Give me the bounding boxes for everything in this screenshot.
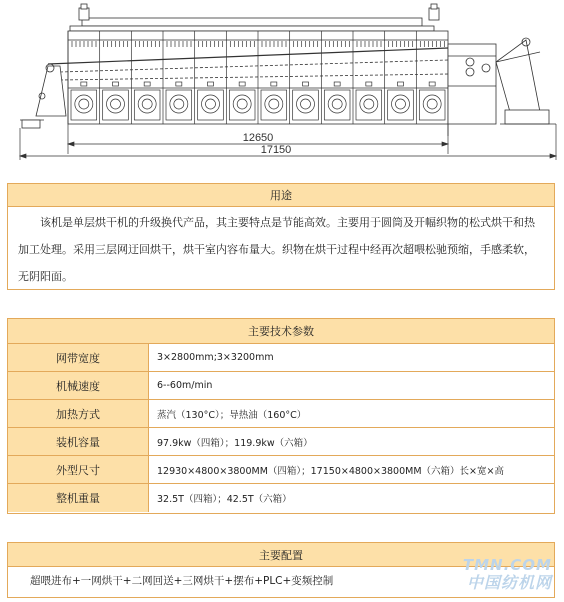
spec-label-weight: 整机重量 (8, 484, 149, 512)
config-heading: 主要配置 (8, 543, 554, 567)
table-row (8, 372, 554, 400)
usage-description: 该机是单层烘干机的升级换代产品，其主要特点是节能高效。主要用于圆筒及开幅织物的松式烘干和热加工处理。采用三层网迂回烘干，烘干室内容布量大。织物在烘干过程中经再次超喂松驰预缩，手感柔软，无阴阳面。 (18, 216, 535, 283)
spec-label-speed: 机械速度 (8, 372, 149, 399)
watermark-text-cn: 中国纺机网 (466, 573, 552, 592)
dimension-inner: 12650 (242, 132, 274, 144)
specs-table (7, 318, 555, 514)
spec-label-heating: 加热方式 (8, 400, 149, 427)
spec-value-capacity: 97.9kw（四箱）；119.9kw（六箱） (157, 437, 313, 449)
table-row (8, 428, 554, 456)
chimney-right (429, 8, 439, 20)
spec-value-weight: 32.5T（四箱）；42.5T（六箱） (157, 494, 292, 505)
spec-value-heating: 蒸汽（130°C）；导热油（160°C） (157, 409, 307, 421)
top-duct (82, 18, 422, 26)
spec-value-dimensions: 12930×4800×3800MM（四箱）；17150×4800×3800MM（六箱）长×宽×高 (157, 465, 504, 477)
plaiter-frame (496, 40, 540, 112)
watermark-text-en: TMN.COM (462, 556, 552, 574)
watermark-logo (463, 556, 552, 593)
spec-label-belt-width: 网带宽度 (8, 344, 149, 371)
table-row (8, 400, 554, 428)
specs-heading: 主要技术参数 (8, 319, 554, 344)
usage-panel (7, 183, 555, 290)
config-description: 超喂进布+一网烘干+二网回送+三网烘干+摆布+PLC+变频控制 (30, 575, 334, 587)
table-row (8, 484, 554, 512)
chimney-left (79, 8, 89, 20)
machine-drawing (0, 0, 564, 170)
spec-value-speed: 6--60m/min (157, 380, 213, 391)
feeder-frame (36, 66, 66, 116)
table-row (8, 456, 554, 484)
spec-label-dimensions: 外型尺寸 (8, 456, 149, 483)
spec-value-belt-width: 3×2800mm;3×3200mm (157, 352, 274, 363)
usage-heading: 用途 (8, 184, 554, 207)
spec-label-capacity: 装机容量 (8, 428, 149, 455)
table-row (8, 344, 554, 372)
dimension-outer: 17150 (260, 144, 292, 156)
